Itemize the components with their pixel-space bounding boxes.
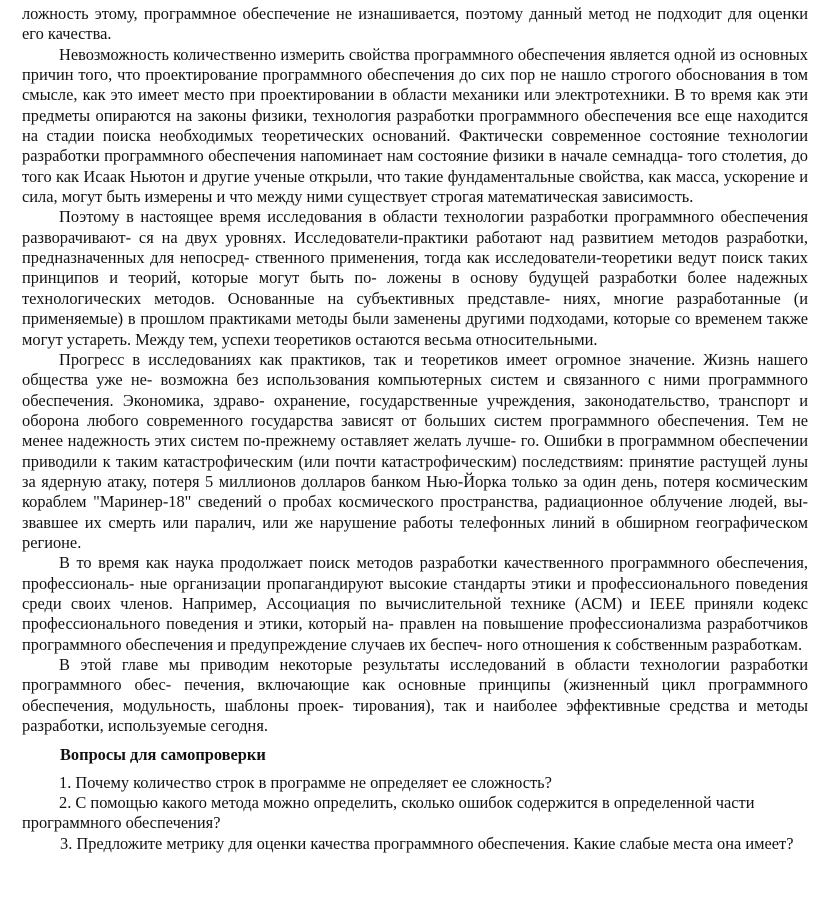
question-item: 2. С помощью какого метода можно определить, сколько ошибок содержится в определенной части программного обеспечения? [22, 793, 755, 833]
paragraph: Поэтому в настоящее время исследования в области технологии разработки программного обеспечения разворачивают- ся на двух уровнях. Исследователи-практики работают над развитием методов разработки, предназначенных для непосред- ственного применения, тогда как исследователи-теоретики ведут поиск таких принципов и теорий, которые могут быть по- ложены в основу будущей разработки более надежных технологических методов. Основанные на субъективных представле- ниях, многие разработанные (и применяемые) в прошлом практиками методы были заменены другими подходами, которые со временем также могут устареть. Между тем, успехи теоретиков остаются весьма относительными. [22, 207, 808, 349]
section-heading: Вопросы для самопроверки [60, 745, 266, 765]
paragraph: Невозможность количественно измерить свойства программного обеспечения является одной из основных причин того, что проектирование программного обеспечения до сих пор не нашло строгого обоснования в том смысле, как это имеет место при проектировании в области механики или электротехники. В то время как эти предметы опираются на законы физики, технология разработки программного обеспечения все еще находится на стадии поиска необходимых теоретических оснований. Фактически современное состояние технологии разработки программного обеспечения напоминает нам состояние физики в начале семнадца- того столетия, до того как Исаак Ньютон и другие ученые открыли, что такие фундаментальные свойства, как масса, ускорение и сила, могут быть измерены и что между ними существует строгая математическая зависимость. [22, 44, 808, 207]
paragraph: В этой главе мы приводим некоторые результаты исследований в области технологии разработки программного обес- печения, включающие как основные принципы (жизненный цикл программного обеспечения, модульность, шаблоны проек- тирования), так и наиболее эффективные средства и методы разработки, используемые сегодня. [22, 655, 808, 736]
question-item: 1. Почему количество строк в программе не определяет ее сложность? [59, 772, 552, 792]
paragraph: ложность этому, программное обеспечение не изнашивается, поэтому данный метод не подходит для оценки его качества. [22, 4, 808, 44]
question-item: 3. Предложите метрику для оценки качества программного обеспечения. Какие слабые места она имеет? [60, 833, 794, 853]
paragraph: В то время как наука продолжает поиск методов разработки качественного программного обеспечения, профессиональ- ные организации пропагандируют высокие стандарты этики и профессионального поведения среди своих членов. Например, Ассоциация по вычислительной технике (АСМ) и IEEE приняли кодекс профессионального поведения и этики, который на- правлен на повышение профессионализма разработчиков программного обеспечения и предупреждение случаев их беспеч- ного отношения к собственным разработкам. [22, 553, 808, 654]
paragraph: Прогресс в исследованиях как практиков, так и теоретиков имеет огромное значение. Жизнь нашего общества уже не- возможна без использования компьютерных систем и связанного с ними программного обеспечения. Экономика, здраво- охранение, государственные учреждения, законодательство, транспорт и оборона любого современного государства зависят от больших систем программного обеспечения. Тем не менее надежность этих систем по-прежнему оставляет желать лучше- го. Ошибки в программном обеспечении приводили к таким катастрофическим (или почти катастрофическим) последствиям: принятие растущей луны за ядерную атаку, потеря 5 миллионов долларов банком Нью-Йорка только за один день, потеря космическим кораблем "Маринер-18" сведений о пробах космического пространства, радиационное облучение людей, вы- звавшее их смерть или паралич, или же нарушение работы телефонных линий в обширном географическом регионе. [22, 349, 808, 552]
document-page [22, 4, 808, 854]
